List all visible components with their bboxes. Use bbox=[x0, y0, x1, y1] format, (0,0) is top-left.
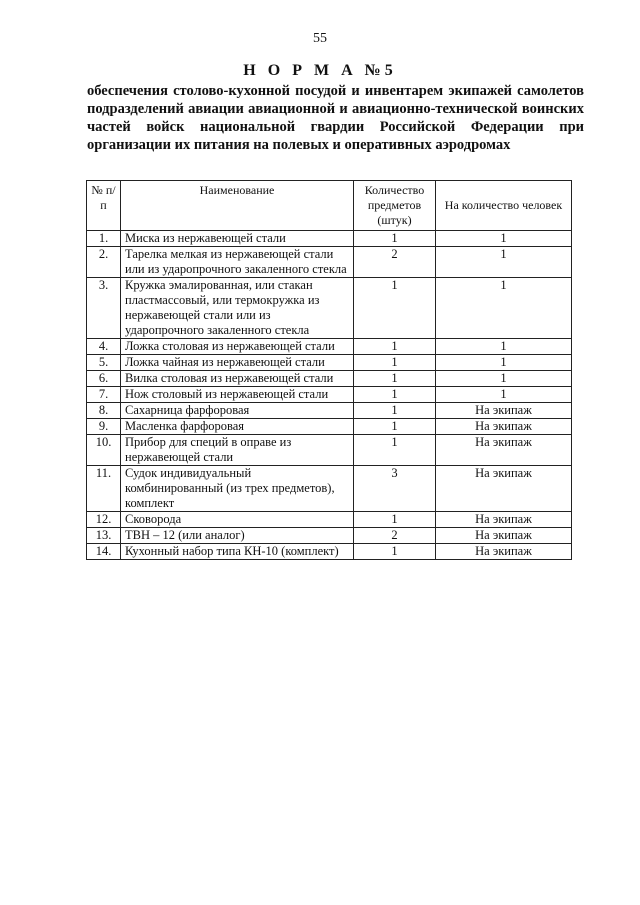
document-title: Н О Р М А №5 bbox=[243, 62, 397, 79]
table-row bbox=[87, 278, 572, 339]
header-name: Наименование bbox=[121, 181, 354, 231]
row-name-cell: Миска из нержавеющей стали bbox=[121, 231, 354, 247]
row-name-cell: Кружка эмалированная, или стакан пластмассовый, или термокружка из нержавеющей стали или из ударопрочного закаленного стекла bbox=[121, 278, 354, 339]
row-number-cell: 3. bbox=[87, 278, 121, 339]
header-quantity: Количество предметов (штук) bbox=[354, 181, 436, 231]
row-number-cell: 9. bbox=[87, 419, 121, 435]
row-quantity-cell: 1 bbox=[354, 435, 436, 466]
table-row bbox=[87, 371, 572, 387]
row-quantity-cell: 2 bbox=[354, 247, 436, 278]
row-quantity-cell: 2 bbox=[354, 528, 436, 544]
row-per-persons-cell: 1 bbox=[436, 278, 572, 339]
table-row bbox=[87, 419, 572, 435]
row-quantity-cell: 1 bbox=[354, 339, 436, 355]
row-per-persons-cell: 1 bbox=[436, 247, 572, 278]
row-quantity-cell: 1 bbox=[354, 544, 436, 560]
row-per-persons-cell: На экипаж bbox=[436, 528, 572, 544]
row-number-cell: 10. bbox=[87, 435, 121, 466]
table-row bbox=[87, 231, 572, 247]
table-row bbox=[87, 355, 572, 371]
page-number: 55 bbox=[313, 31, 327, 46]
table-row bbox=[87, 544, 572, 560]
row-name-cell: Тарелка мелкая из нержавеющей стали или из ударопрочного закаленного стекла bbox=[121, 247, 354, 278]
row-per-persons-cell: На экипаж bbox=[436, 419, 572, 435]
row-number-cell: 11. bbox=[87, 466, 121, 512]
header-per-persons: На количество человек bbox=[436, 181, 572, 231]
row-quantity-cell: 1 bbox=[354, 371, 436, 387]
row-per-persons-cell: 1 bbox=[436, 355, 572, 371]
row-per-persons-cell: На экипаж bbox=[436, 435, 572, 466]
row-quantity-cell: 1 bbox=[354, 419, 436, 435]
row-quantity-cell: 1 bbox=[354, 387, 436, 403]
row-per-persons-cell: На экипаж bbox=[436, 512, 572, 528]
table-row bbox=[87, 339, 572, 355]
row-per-persons-cell: 1 bbox=[436, 339, 572, 355]
table-row bbox=[87, 247, 572, 278]
row-name-cell: Вилка столовая из нержавеющей стали bbox=[121, 371, 354, 387]
row-number-cell: 6. bbox=[87, 371, 121, 387]
row-quantity-cell: 1 bbox=[354, 355, 436, 371]
row-name-cell: Ложка чайная из нержавеющей стали bbox=[121, 355, 354, 371]
row-number-cell: 7. bbox=[87, 387, 121, 403]
row-name-cell: Кухонный набор типа КН-10 (комплект) bbox=[121, 544, 354, 560]
header-number: № п/п bbox=[87, 181, 121, 231]
row-name-cell: Масленка фарфоровая bbox=[121, 419, 354, 435]
row-quantity-cell: 3 bbox=[354, 466, 436, 512]
norm-table bbox=[86, 180, 572, 560]
row-name-cell: Судок индивидуальный комбинированный (из трех предметов), комплект bbox=[121, 466, 354, 512]
row-name-cell: Нож столовый из нержавеющей стали bbox=[121, 387, 354, 403]
document-subtitle: обеспечения столово-кухонной посудой и инвентарем экипажей самолетов подразделений авиации авиационной и авиационно-технической воинских частей войск национальной гвардии Российской Федерации при организации их питания на полевых и оперативных аэродромах bbox=[87, 83, 584, 153]
table-row bbox=[87, 512, 572, 528]
row-name-cell: Ложка столовая из нержавеющей стали bbox=[121, 339, 354, 355]
row-per-persons-cell: На экипаж bbox=[436, 403, 572, 419]
row-number-cell: 5. bbox=[87, 355, 121, 371]
table-row bbox=[87, 435, 572, 466]
row-number-cell: 13. bbox=[87, 528, 121, 544]
row-per-persons-cell: На экипаж bbox=[436, 466, 572, 512]
row-quantity-cell: 1 bbox=[354, 278, 436, 339]
table-header-row bbox=[87, 181, 572, 231]
row-number-cell: 12. bbox=[87, 512, 121, 528]
table-row bbox=[87, 403, 572, 419]
row-number-cell: 4. bbox=[87, 339, 121, 355]
row-name-cell: Прибор для специй в оправе из нержавеющей стали bbox=[121, 435, 354, 466]
row-number-cell: 8. bbox=[87, 403, 121, 419]
row-quantity-cell: 1 bbox=[354, 231, 436, 247]
row-name-cell: Сковорода bbox=[121, 512, 354, 528]
row-number-cell: 2. bbox=[87, 247, 121, 278]
row-per-persons-cell: На экипаж bbox=[436, 544, 572, 560]
row-name-cell: ТВН – 12 (или аналог) bbox=[121, 528, 354, 544]
row-quantity-cell: 1 bbox=[354, 403, 436, 419]
table-row bbox=[87, 528, 572, 544]
table-row bbox=[87, 387, 572, 403]
row-per-persons-cell: 1 bbox=[436, 387, 572, 403]
row-name-cell: Сахарница фарфоровая bbox=[121, 403, 354, 419]
row-number-cell: 14. bbox=[87, 544, 121, 560]
row-per-persons-cell: 1 bbox=[436, 231, 572, 247]
row-number-cell: 1. bbox=[87, 231, 121, 247]
row-quantity-cell: 1 bbox=[354, 512, 436, 528]
table-body bbox=[87, 231, 572, 560]
row-per-persons-cell: 1 bbox=[436, 371, 572, 387]
table-row bbox=[87, 466, 572, 512]
